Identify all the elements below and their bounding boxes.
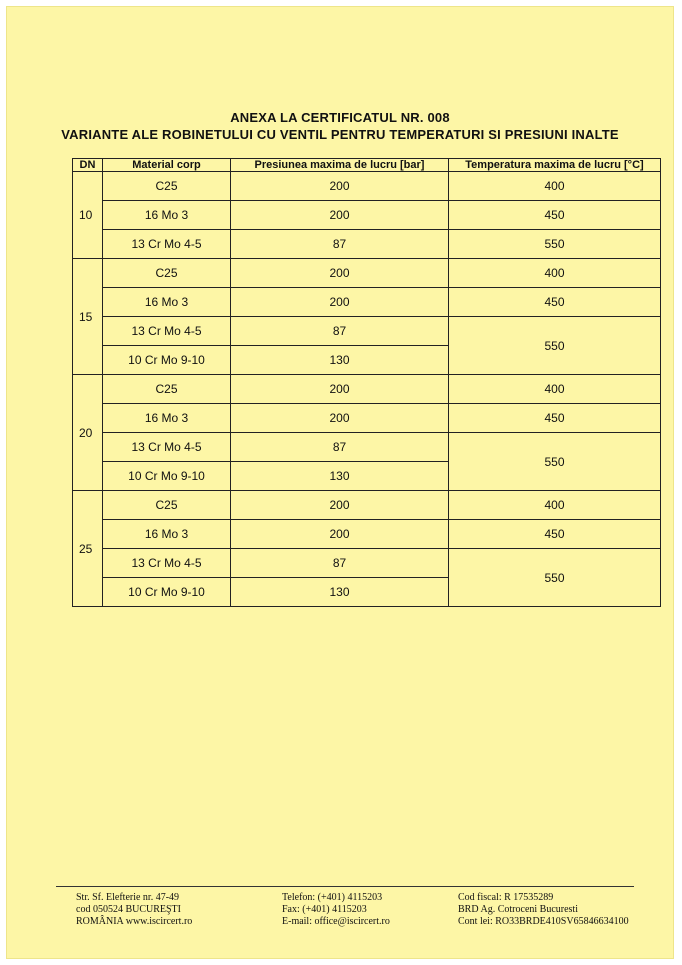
- temperature-cell: 450: [449, 201, 661, 230]
- pressure-cell: 200: [231, 201, 449, 230]
- temperature-cell: 550: [449, 433, 661, 491]
- pressure-cell: 87: [231, 230, 449, 259]
- material-cell: C25: [103, 491, 231, 520]
- pressure-cell: 130: [231, 346, 449, 375]
- material-cell: 13 Cr Mo 4-5: [103, 230, 231, 259]
- header-material: Material corp: [103, 159, 231, 172]
- table-row: [73, 404, 661, 433]
- temperature-cell: 550: [449, 317, 661, 375]
- annex-title: ANEXA LA CERTIFICATUL NR. 008: [230, 110, 450, 125]
- pressure-cell: 87: [231, 433, 449, 462]
- pressure-cell: 200: [231, 375, 449, 404]
- pressure-cell: 200: [231, 491, 449, 520]
- pressure-cell: 200: [231, 259, 449, 288]
- material-cell: 10 Cr Mo 9-10: [103, 578, 231, 607]
- material-cell: 16 Mo 3: [103, 404, 231, 433]
- material-cell: 16 Mo 3: [103, 288, 231, 317]
- temperature-cell: 450: [449, 288, 661, 317]
- footer-contact-line: Telefon: (+401) 4115203: [282, 892, 383, 903]
- table-row: [73, 375, 661, 404]
- pressure-cell: 200: [231, 404, 449, 433]
- temperature-cell: 550: [449, 549, 661, 607]
- temperature-cell: 400: [449, 375, 661, 404]
- footer-address-line: Str. Sf. Elefterie nr. 47-49: [76, 892, 180, 903]
- temperature-cell: 400: [449, 172, 661, 201]
- table-row: [73, 317, 661, 346]
- material-cell: 13 Cr Mo 4-5: [103, 549, 231, 578]
- footer-contact-line: E-mail: office@iscircert.ro: [282, 916, 390, 927]
- temperature-cell: 550: [449, 230, 661, 259]
- table-row: [73, 520, 661, 549]
- material-cell: C25: [103, 172, 231, 201]
- table-row: [73, 433, 661, 462]
- material-cell: 10 Cr Mo 9-10: [103, 462, 231, 491]
- footer-contact-line: Fax: (+401) 4115203: [282, 904, 367, 915]
- table-row: [73, 172, 661, 201]
- material-cell: 10 Cr Mo 9-10: [103, 346, 231, 375]
- pressure-cell: 87: [231, 317, 449, 346]
- table-row: [73, 201, 661, 230]
- footer-contact: [282, 892, 390, 928]
- pressure-cell: 200: [231, 172, 449, 201]
- table-row: [73, 288, 661, 317]
- header-dn: DN: [73, 159, 103, 172]
- certificate-page: [6, 6, 674, 959]
- pressure-cell: 130: [231, 462, 449, 491]
- footer-divider: [56, 886, 634, 887]
- material-cell: C25: [103, 375, 231, 404]
- dn-cell: 15: [73, 259, 103, 375]
- dn-cell: 25: [73, 491, 103, 607]
- header-temperature: Temperatura maxima de lucru [°C]: [449, 159, 661, 172]
- material-cell: 13 Cr Mo 4-5: [103, 317, 231, 346]
- table-row: [73, 230, 661, 259]
- pressure-cell: 130: [231, 578, 449, 607]
- specifications-table: [72, 158, 661, 607]
- table-row: [73, 549, 661, 578]
- dn-cell: 10: [73, 172, 103, 259]
- footer-address-line: ROMÂNIA www.iscircert.ro: [76, 916, 193, 927]
- temperature-cell: 400: [449, 259, 661, 288]
- pressure-cell: 87: [231, 549, 449, 578]
- material-cell: 16 Mo 3: [103, 520, 231, 549]
- table-header-row: [73, 159, 661, 172]
- material-cell: C25: [103, 259, 231, 288]
- dn-cell: 20: [73, 375, 103, 491]
- header-pressure: Presiunea maxima de lucru [bar]: [231, 159, 449, 172]
- temperature-cell: 450: [449, 404, 661, 433]
- footer-bank-line: BRD Ag. Cotroceni Bucuresti: [458, 904, 578, 915]
- temperature-cell: 400: [449, 491, 661, 520]
- footer-bank-line: Cont lei: RO33BRDE410SV65846634100: [458, 916, 629, 927]
- material-cell: 16 Mo 3: [103, 201, 231, 230]
- pressure-cell: 200: [231, 520, 449, 549]
- table-row: [73, 259, 661, 288]
- table-row: [73, 491, 661, 520]
- footer-bank-line: Cod fiscal: R 17535289: [458, 892, 554, 903]
- footer-bank: [458, 892, 629, 928]
- material-cell: 13 Cr Mo 4-5: [103, 433, 231, 462]
- footer-address-line: cod 050524 BUCUREŞTI: [76, 904, 181, 915]
- pressure-cell: 200: [231, 288, 449, 317]
- annex-subtitle: VARIANTE ALE ROBINETULUI CU VENTIL PENTRU TEMPERATURI SI PRESIUNI INALTE: [61, 127, 619, 142]
- temperature-cell: 450: [449, 520, 661, 549]
- footer-address: [76, 892, 192, 928]
